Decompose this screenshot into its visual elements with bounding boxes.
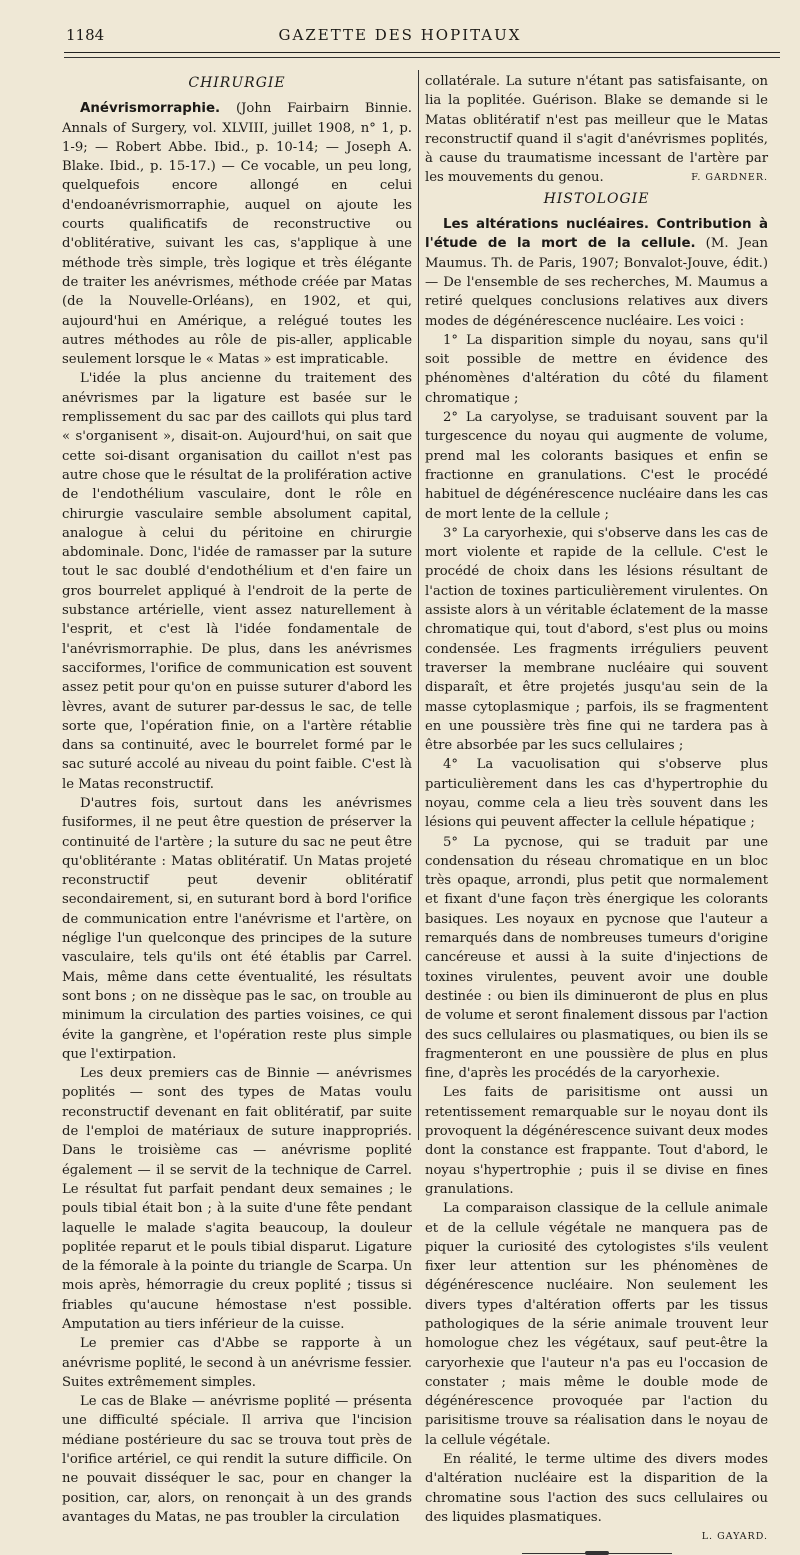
article-intro xyxy=(62,99,412,369)
paragraph: D'autres fois, surtout dans les anévrismes fusiformes, il ne peut être question de préserver la continuité de l'artère ; la suture du sac ne peut être qu'oblitérante : Matas oblitératif. Un Matas projeté reconstructif peut devenir oblitératif secondairement, si, en suturant bord à bord l'orifice de communication entre l'anévrisme et l'artère, on néglige l'un quelconque des principes de la suture vasculaire, tels qu'ils ont été établis par Carrel. Mais, même dans cette éventualité, les résultats sont bons ; on ne dissèque pas le sac, on trouble au minimum la circulation des parties voisines, ce qui évite la gangrène, et l'opération reste plus simple que l'extirpation. xyxy=(62,795,412,1062)
paragraph: L'idée la plus ancienne du traitement des anévrismes par la ligature est basée sur le remplissement du sac par des caillots qui plus tard « s'organisent », disait-on. Aujourd'hui, on sait que cette soi-disant organisation du caillot n'est pas autre chose que le résultat de la prolifération active de l'endothélium vasculaire, dont le rôle en chirurgie vasculaire semble absolument capital, analogue à celui du péritoine en chirurgie abdominale. Donc, l'idée de ramasser par la suture tout le sac doublé d'endothélium et d'en faire un gros bourrelet appliqué à l'endroit de la perte de substance artérielle, vient assez naturellement à l'esprit, et c'est là l'idée fondamentale de l'anévrismorraphie. De plus, dans les anévrismes sacciformes, l'orifice de communication est souvent assez petit pour qu'on en puisse suturer d'abord les lèvres, avant de suturer par-dessus le sac, de telle sorte que, l'opération finie, on a l'artère rétablie dans sa continuité, avec le bourrelet formé par le sac suturé accolé au niveau du point faible. C'est là le Matas reconstructif. xyxy=(62,371,412,792)
article-title: Les altérations nucléaires. Contribution à l'étude de la mort de la cellule. xyxy=(425,217,768,252)
article-intro xyxy=(425,215,768,331)
header-rule-thin xyxy=(64,57,780,58)
article-title: Anévrismorraphie. xyxy=(80,101,221,117)
paragraph: 1° La disparition simple du noyau, sans qu'il soit possible de mettre en évidence des phénomènes d'altération du côté du filament chromatique ; xyxy=(425,332,768,406)
running-title: GAZETTE DES HOPITAUX xyxy=(278,26,522,44)
paragraph: 3° La caryorhexie, qui s'observe dans les cas de mort violente et rapide de la cellule. C'est le procédé de choix dans les lésions résultant de l'action de toxines particulièrement virulentes. On assiste alors à un véritable éclatement de la masse chromatique qui, tout d'abord, s'est plus ou moins condensée. Les fragments irréguliers peuvent traverser la membrane nucléaire qui souvent disparaît, et être projetés jusqu'au sein de la masse cytoplasmique ; parfois, ils se fragmentent en une poussière très fine qui ne tardera pas à être absorbée par les sucs cellulaires ; xyxy=(425,525,768,754)
header-rule xyxy=(64,52,780,53)
left-column xyxy=(62,72,412,1527)
end-ornament xyxy=(522,1553,672,1554)
paragraph: 5° La pycnose, qui se traduit par une condensation du réseau chromatique en un bloc très opaque, arrondi, plus petit que normalement et fixant d'une façon très énergique les colorants basiques. Les noyaux en pycnose que l'auteur a remarqués dans de nombreuses tumeurs d'origine cancéreuse et aussi à la suite d'injections de toxines virulentes, peuvent avoir une double destinée : ou bien ils diminueront de plus en plus de volume et seront finalement dissous par l'action des sucs cellulaires ou plasmatiques, ou bien ils se fragmenteront en une poussière de plus en plus fine, d'après les procédés de la caryorhexie. xyxy=(425,834,768,1082)
paragraph: 4° La vacuolisation qui s'observe plus particulièrement dans les cas d'hypertrophie du noyau, comme cela a lieu très souvent dans les lésions qui peuvent affecter la cellule hépatique ; xyxy=(425,757,768,831)
paragraph: La comparaison classique de la cellule animale et de la cellule végétale ne manquera pas de piquer la curiosité des cytologistes s'ils veulent fixer leur attention sur les phénomènes de dégénérescence nucléaire. Non seulement les divers types d'altération offerts par les tissus pathologiques de la série animale trouvent leur homologue chez les végétaux, sauf peut-être la caryorhexie que l'auteur n'a pas eu l'occasion de constater ; mais même le double mode de dégénérescence provoquée par l'action du parisitisme trouve sa réalisation dans le noyau de la cellule végétale. xyxy=(425,1201,768,1448)
paragraph: Les faits de parisitisme ont aussi un retentissement remarquable sur le noyau dont ils provoquent la dégénérescence suivant deux modes dont la constance est frappante. Tout d'abord, le noyau s'hypertrophie ; puis il se divise en fines granulations. xyxy=(425,1085,768,1197)
paragraph: 2° La caryolyse, se traduisant souvent par la turgescence du noyau qui augmente de volume, prend mal les colorants basiques et enfin se fractionne en granulations. C'est le procédé habituel de dégénérescence nucléaire dans les cas de mort lente de la cellule ; xyxy=(425,410,768,522)
continuation-text: collatérale. La suture n'étant pas satisfaisante, on lia la poplitée. Guérison. Blake se demande si le Matas oblitératif n'est pas meilleur que le Matas reconstructif quand il s'agit d'anévrismes poplités, à cause du traumatisme incessant de l'artère par les mouvements du genou. xyxy=(425,74,768,186)
signature-gayard: L. GAYARD. xyxy=(701,1531,768,1543)
paragraph: En réalité, le terme ultime des divers modes d'altération nucléaire est la disparition de la chromatine sous l'action des sucs cellulaires ou des liquides plasmatiques. xyxy=(425,1452,768,1525)
paragraph: Le cas de Blake — anévrisme poplité — présenta une difficulté spéciale. Il arriva que l'incision médiane postérieure du sac se trouva tout près de l'orifice artériel, ce qui rendit la suture difficile. On ne pouvait disséquer le sac, pour en changer la position, car, alors, on renonçait à un des grands avantages du Matas, ne pas troubler la circulation xyxy=(62,1394,412,1525)
article-reference: (M. Jean Maumus. Th. de Paris, 1907; Bonvalot-Jouve, édit.) — De l'ensemble de ses recherches, M. Maumus a retiré quelques conclusions relatives aux divers modes de dégénérescence nucléaire. Les voici : xyxy=(425,236,768,329)
signature-gardner: F. GARDNER. xyxy=(691,172,768,184)
right-column xyxy=(425,72,768,1554)
paragraph: Le premier cas d'Abbe se rapporte à un anévrisme poplité, le second à un anévrisme fessier. Suites extrêmement simples. xyxy=(62,1336,412,1390)
section-title-histologie: HISTOLOGIE xyxy=(543,190,650,207)
page-number: 1184 xyxy=(66,26,105,44)
paragraph: Les deux premiers cas de Binnie — anévrismes poplités — sont des types de Matas voulu reconstructif devenant en fait oblitératif, par suite de l'emploi de matériaux de suture inappropriés. Dans le troisième cas — anévrisme poplité également — il se servit de la technique de Carrel. Le résultat fut parfait pendant deux semaines ; le pouls tibial était bon ; à la suite d'une fête pendant laquelle le malade s'agita beaucoup, la douleur poplitée reparut et le pouls tibial disparut. Ligature de la fémorale à la pointe du triangle de Scarpa. Un mois après, hémorragie du creux poplité ; tissus si friables qu'aucune hémostase n'est possible. Amputation au tiers inférieur de la cuisse. xyxy=(62,1066,412,1332)
section-title-chirurgie: CHIRURGIE xyxy=(188,75,286,91)
continuation-paragraph xyxy=(425,72,768,188)
article-reference: (John Fairbairn Binnie. Annals of Surgery, vol. XLVIII, juillet 1908, n° 1, p. 1-9; — Robert Abbe. Ibid., p. 10-14; — Joseph A. Blake. Ibid., p. 15-17.) — Ce vocable, un peu long, quelquefois encore allongé en celui d'endoanévrismorraphie, auquel on ajoute les courts qualificatifs de reconstructive ou d'oblitérative, suivant les cas, s'applique à une méthode très simple, très logique et très élégante de traiter les anévrismes, méthode créée par Matas (de la Nouvelle-Orléans), en 1902, et qui, aujourd'hui en Amérique, a relégué toutes les autres méthodes au rôle de pis-aller, applicable seulement lorsque le « Matas » est impraticable. xyxy=(62,101,412,368)
column-divider xyxy=(418,70,419,1140)
